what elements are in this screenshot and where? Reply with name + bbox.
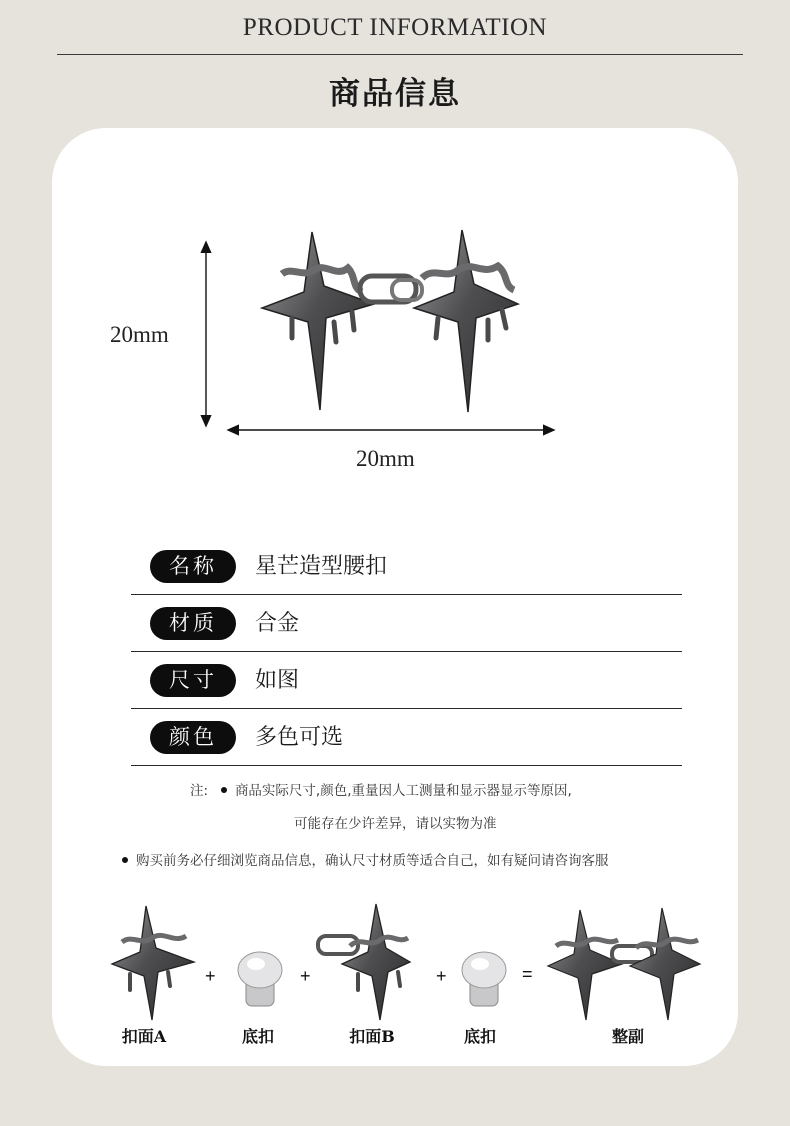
complete-set-image bbox=[544, 906, 704, 1022]
base-rivet-image-2 bbox=[456, 948, 512, 1014]
note-line-2: 可能存在少许差异，请以实物为准 bbox=[294, 816, 497, 832]
part-label-buckle-a: 扣面A bbox=[121, 1027, 167, 1046]
part-label-base-2: 底扣 bbox=[463, 1027, 496, 1046]
spec-value: 星芒造型腰扣 bbox=[255, 554, 388, 579]
header-title-cn: 商品信息 bbox=[329, 76, 461, 112]
spec-key: 名称 bbox=[150, 550, 236, 583]
note-line-1 bbox=[190, 779, 572, 799]
header-title-en: PRODUCT INFORMATION bbox=[242, 14, 548, 41]
product-image bbox=[252, 226, 522, 416]
spec-key: 材质 bbox=[150, 607, 236, 640]
star-buckle-icon bbox=[262, 232, 374, 410]
spec-row-color bbox=[131, 709, 682, 766]
star-buckle-icon bbox=[112, 906, 194, 1020]
rivet-icon bbox=[462, 952, 506, 1006]
width-label: 20mm bbox=[356, 446, 415, 471]
plus-sign: + bbox=[436, 966, 447, 986]
spec-key: 颜色 bbox=[150, 721, 236, 754]
base-rivet-image-1 bbox=[232, 948, 288, 1014]
part-label-complete: 整副 bbox=[611, 1027, 644, 1046]
chain-link-icon bbox=[360, 276, 422, 302]
buckle-a-image bbox=[108, 902, 200, 1022]
note-line-3 bbox=[122, 849, 609, 869]
star-buckle-icon bbox=[630, 908, 700, 1020]
star-buckle-icon bbox=[548, 910, 622, 1020]
spec-row-size bbox=[131, 652, 682, 709]
plus-sign: + bbox=[205, 966, 216, 986]
note-text-3: 购买前务必仔细浏览商品信息，确认尺寸材质等适合自己，如有疑问请咨询客服 bbox=[136, 853, 609, 869]
bullet-icon bbox=[122, 857, 128, 863]
bullet-icon bbox=[221, 787, 227, 793]
rivet-icon bbox=[238, 952, 282, 1006]
product-card bbox=[52, 128, 738, 1066]
star-buckle-icon bbox=[414, 230, 518, 412]
spec-row-material bbox=[131, 595, 682, 652]
part-label-base-1: 底扣 bbox=[241, 1027, 274, 1046]
header-divider bbox=[57, 54, 743, 55]
star-buckle-icon bbox=[318, 904, 410, 1020]
spec-value: 如图 bbox=[255, 668, 300, 693]
height-label: 20mm bbox=[110, 322, 169, 347]
note-text-1: 商品实际尺寸,颜色,重量因人工测量和显示器显示等原因, bbox=[234, 783, 572, 799]
plus-sign: + bbox=[300, 966, 311, 986]
spec-value: 多色可选 bbox=[255, 725, 344, 750]
spec-key: 尺寸 bbox=[150, 664, 236, 697]
equals-sign: = bbox=[522, 964, 533, 984]
part-label-buckle-b: 扣面B bbox=[349, 1027, 395, 1046]
spec-row-name bbox=[131, 538, 682, 595]
buckle-b-image bbox=[314, 902, 414, 1022]
note-prefix: 注: bbox=[190, 783, 209, 799]
spec-value: 合金 bbox=[255, 611, 300, 636]
